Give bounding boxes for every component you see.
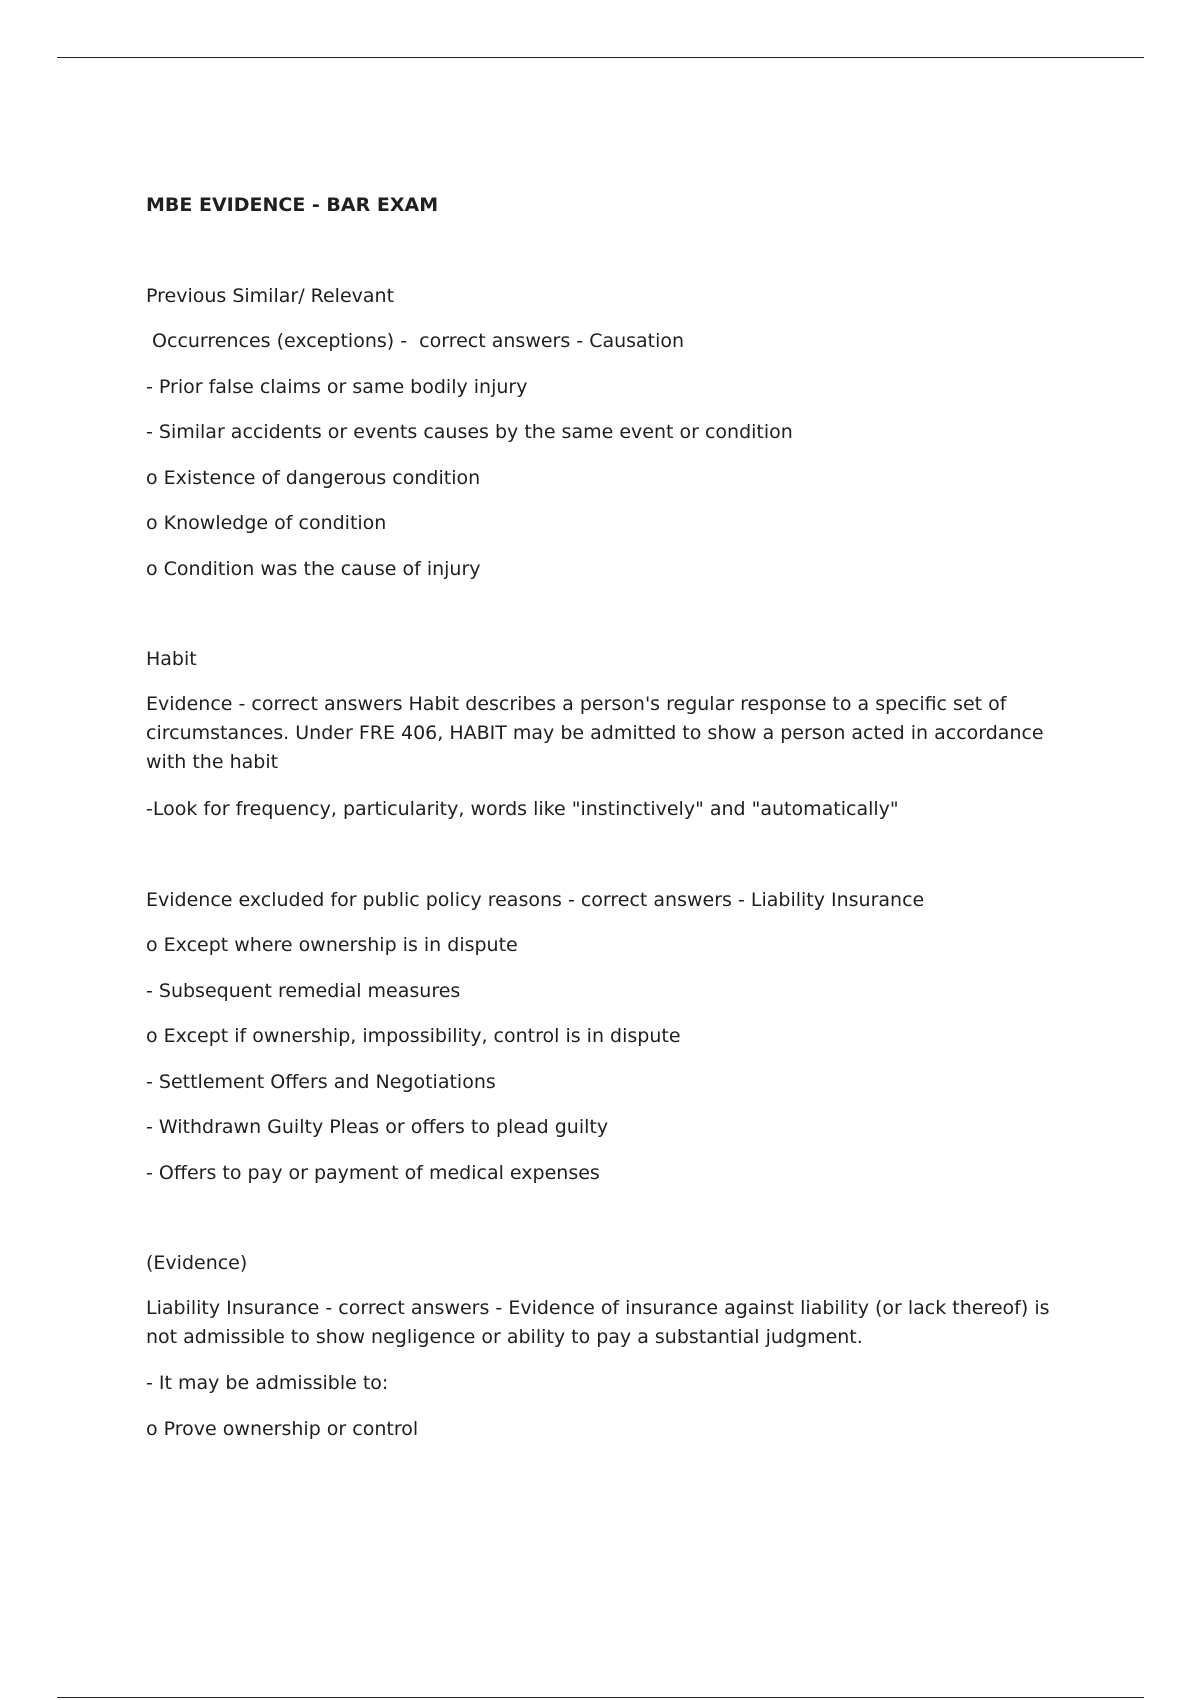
section-1-line: - Prior false claims or same bodily injury (146, 376, 528, 398)
section-3-line: - Subsequent remedial measures (146, 980, 461, 1002)
section-1-line: o Condition was the cause of injury (146, 558, 481, 580)
section-4-paragraph: Liability Insurance - correct answers - Evidence of insurance against liability (or lack thereof) is not admissible to show negligence or ability to pay a substantial judgment. (146, 1297, 1050, 1348)
section-1-line: o Existence of dangerous condition (146, 467, 481, 489)
section-4-line: - It may be admissible to: (146, 1372, 389, 1394)
section-1-line: Occurrences (exceptions) - correct answers - Causation (146, 330, 685, 352)
page-title: MBE EVIDENCE - BAR EXAM (146, 194, 439, 216)
section-3-line: - Offers to pay or payment of medical expenses (146, 1162, 600, 1184)
section-3-heading: Evidence excluded for public policy reasons - correct answers - Liability Insurance (146, 889, 925, 911)
section-2-paragraph: Evidence - correct answers Habit describes a person's regular response to a specific set of circumstances. Under FRE 406, HABIT may be admitted to show a person acted in accordance with the habit (146, 693, 1044, 773)
section-4-line: o Prove ownership or control (146, 1418, 419, 1440)
top-rule (57, 57, 1144, 58)
section-1-line: o Knowledge of condition (146, 512, 387, 534)
section-1-line: - Similar accidents or events causes by the same event or condition (146, 421, 793, 443)
section-2-heading: Habit (146, 648, 197, 670)
section-3-line: - Settlement Offers and Negotiations (146, 1071, 496, 1093)
section-2-line: -Look for frequency, particularity, words like "instinctively" and "automatically" (146, 798, 899, 820)
section-3-line: o Except if ownership, impossibility, control is in dispute (146, 1025, 681, 1047)
section-3-line: o Except where ownership is in dispute (146, 934, 518, 956)
section-3-line: - Withdrawn Guilty Pleas or offers to plead guilty (146, 1116, 609, 1138)
bottom-rule (57, 1697, 1144, 1698)
section-1-heading: Previous Similar/ Relevant (146, 285, 395, 307)
section-4-heading: (Evidence) (146, 1252, 248, 1274)
